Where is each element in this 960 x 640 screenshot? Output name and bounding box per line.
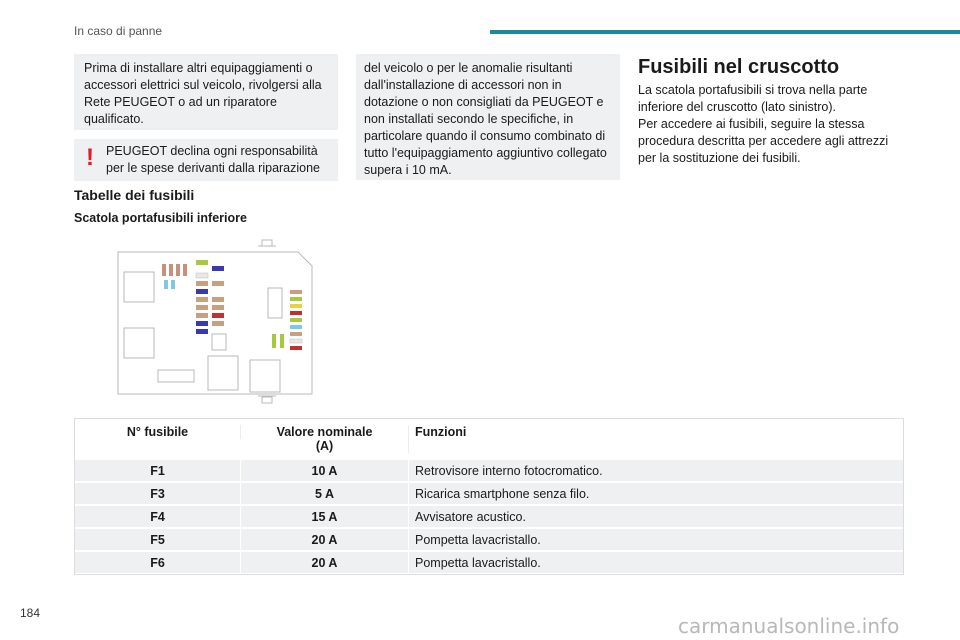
warning-note-text: PEUGEOT declina ogni responsabilità per le spese derivanti dalla riparazione — [106, 144, 321, 175]
fuse-rating: 5 A — [241, 483, 409, 504]
fuse-rating: 15 A — [241, 506, 409, 527]
fuse-number: F6 — [75, 552, 241, 573]
installation-note — [74, 54, 338, 130]
fuse-number: F1 — [75, 460, 241, 481]
header-rating: Valore nominale (A) — [241, 425, 409, 453]
table-row — [75, 529, 903, 551]
table-row — [75, 483, 903, 505]
installation-note-text: Prima di installare altri equipaggiamenti o accessori elettrici sul veicolo, rivolgersi alla Rete PEUGEOT o ad un riparatore qualificato. — [84, 61, 322, 126]
right-body-text — [638, 82, 908, 167]
fuse-function: Avvisatore acustico. — [415, 509, 526, 524]
table-row — [75, 506, 903, 528]
fuse-rating: 20 A — [241, 552, 409, 573]
fuse-number: F3 — [75, 483, 241, 504]
continued-note — [356, 54, 620, 180]
header-accent-bar — [490, 30, 960, 34]
fuse-rating: 20 A — [241, 529, 409, 550]
page-number: 184 — [20, 606, 41, 620]
fuse-number: F4 — [75, 506, 241, 527]
right-body-paragraph: La scatola portafusibili si trova nella parte inferiore del cruscotto (lato sinistro). Per accedere ai fusibili, seguire la stessa procedura descritta per accedere agli attrezzi per la sostituzione dei fusibili. — [638, 83, 889, 165]
header-functions: Funzioni — [415, 425, 467, 439]
section-title: Tabelle dei fusibili — [74, 187, 195, 203]
fuse-table — [74, 418, 904, 575]
table-row — [75, 460, 903, 482]
warning-note — [74, 139, 338, 181]
fuse-function: Pompetta lavacristallo. — [415, 555, 541, 570]
fuse-number: F5 — [75, 529, 241, 550]
fusebox-diagram — [112, 238, 318, 410]
warning-exclamation-icon: ! — [86, 144, 94, 171]
right-heading: Fusibili nel cruscotto — [638, 56, 840, 78]
section-subtitle: Scatola portafusibili inferiore — [74, 211, 247, 225]
chapter-title: In caso di panne — [74, 24, 163, 38]
table-row — [75, 552, 903, 574]
header-fuse-number: N° fusibile — [75, 425, 241, 439]
continued-note-text: del veicolo o per le anomalie risultanti dall'installazione di accessori non in dotazione o non consigliati da PEUGEOT e non installati secondo le specifiche, in particolare quando il consumo combinato di tutto l'equipaggiamento aggiuntivo collegato supera i 10 mA. — [364, 61, 607, 177]
fuse-function: Retrovisore interno fotocromatico. — [415, 463, 603, 478]
fuse-function: Pompetta lavacristallo. — [415, 532, 541, 547]
fuse-rating: 10 A — [241, 460, 409, 481]
fuse-function: Ricarica smartphone senza filo. — [415, 486, 590, 501]
table-header-row — [75, 419, 903, 459]
site-watermark[interactable]: carmanualsonline.info — [678, 614, 900, 638]
